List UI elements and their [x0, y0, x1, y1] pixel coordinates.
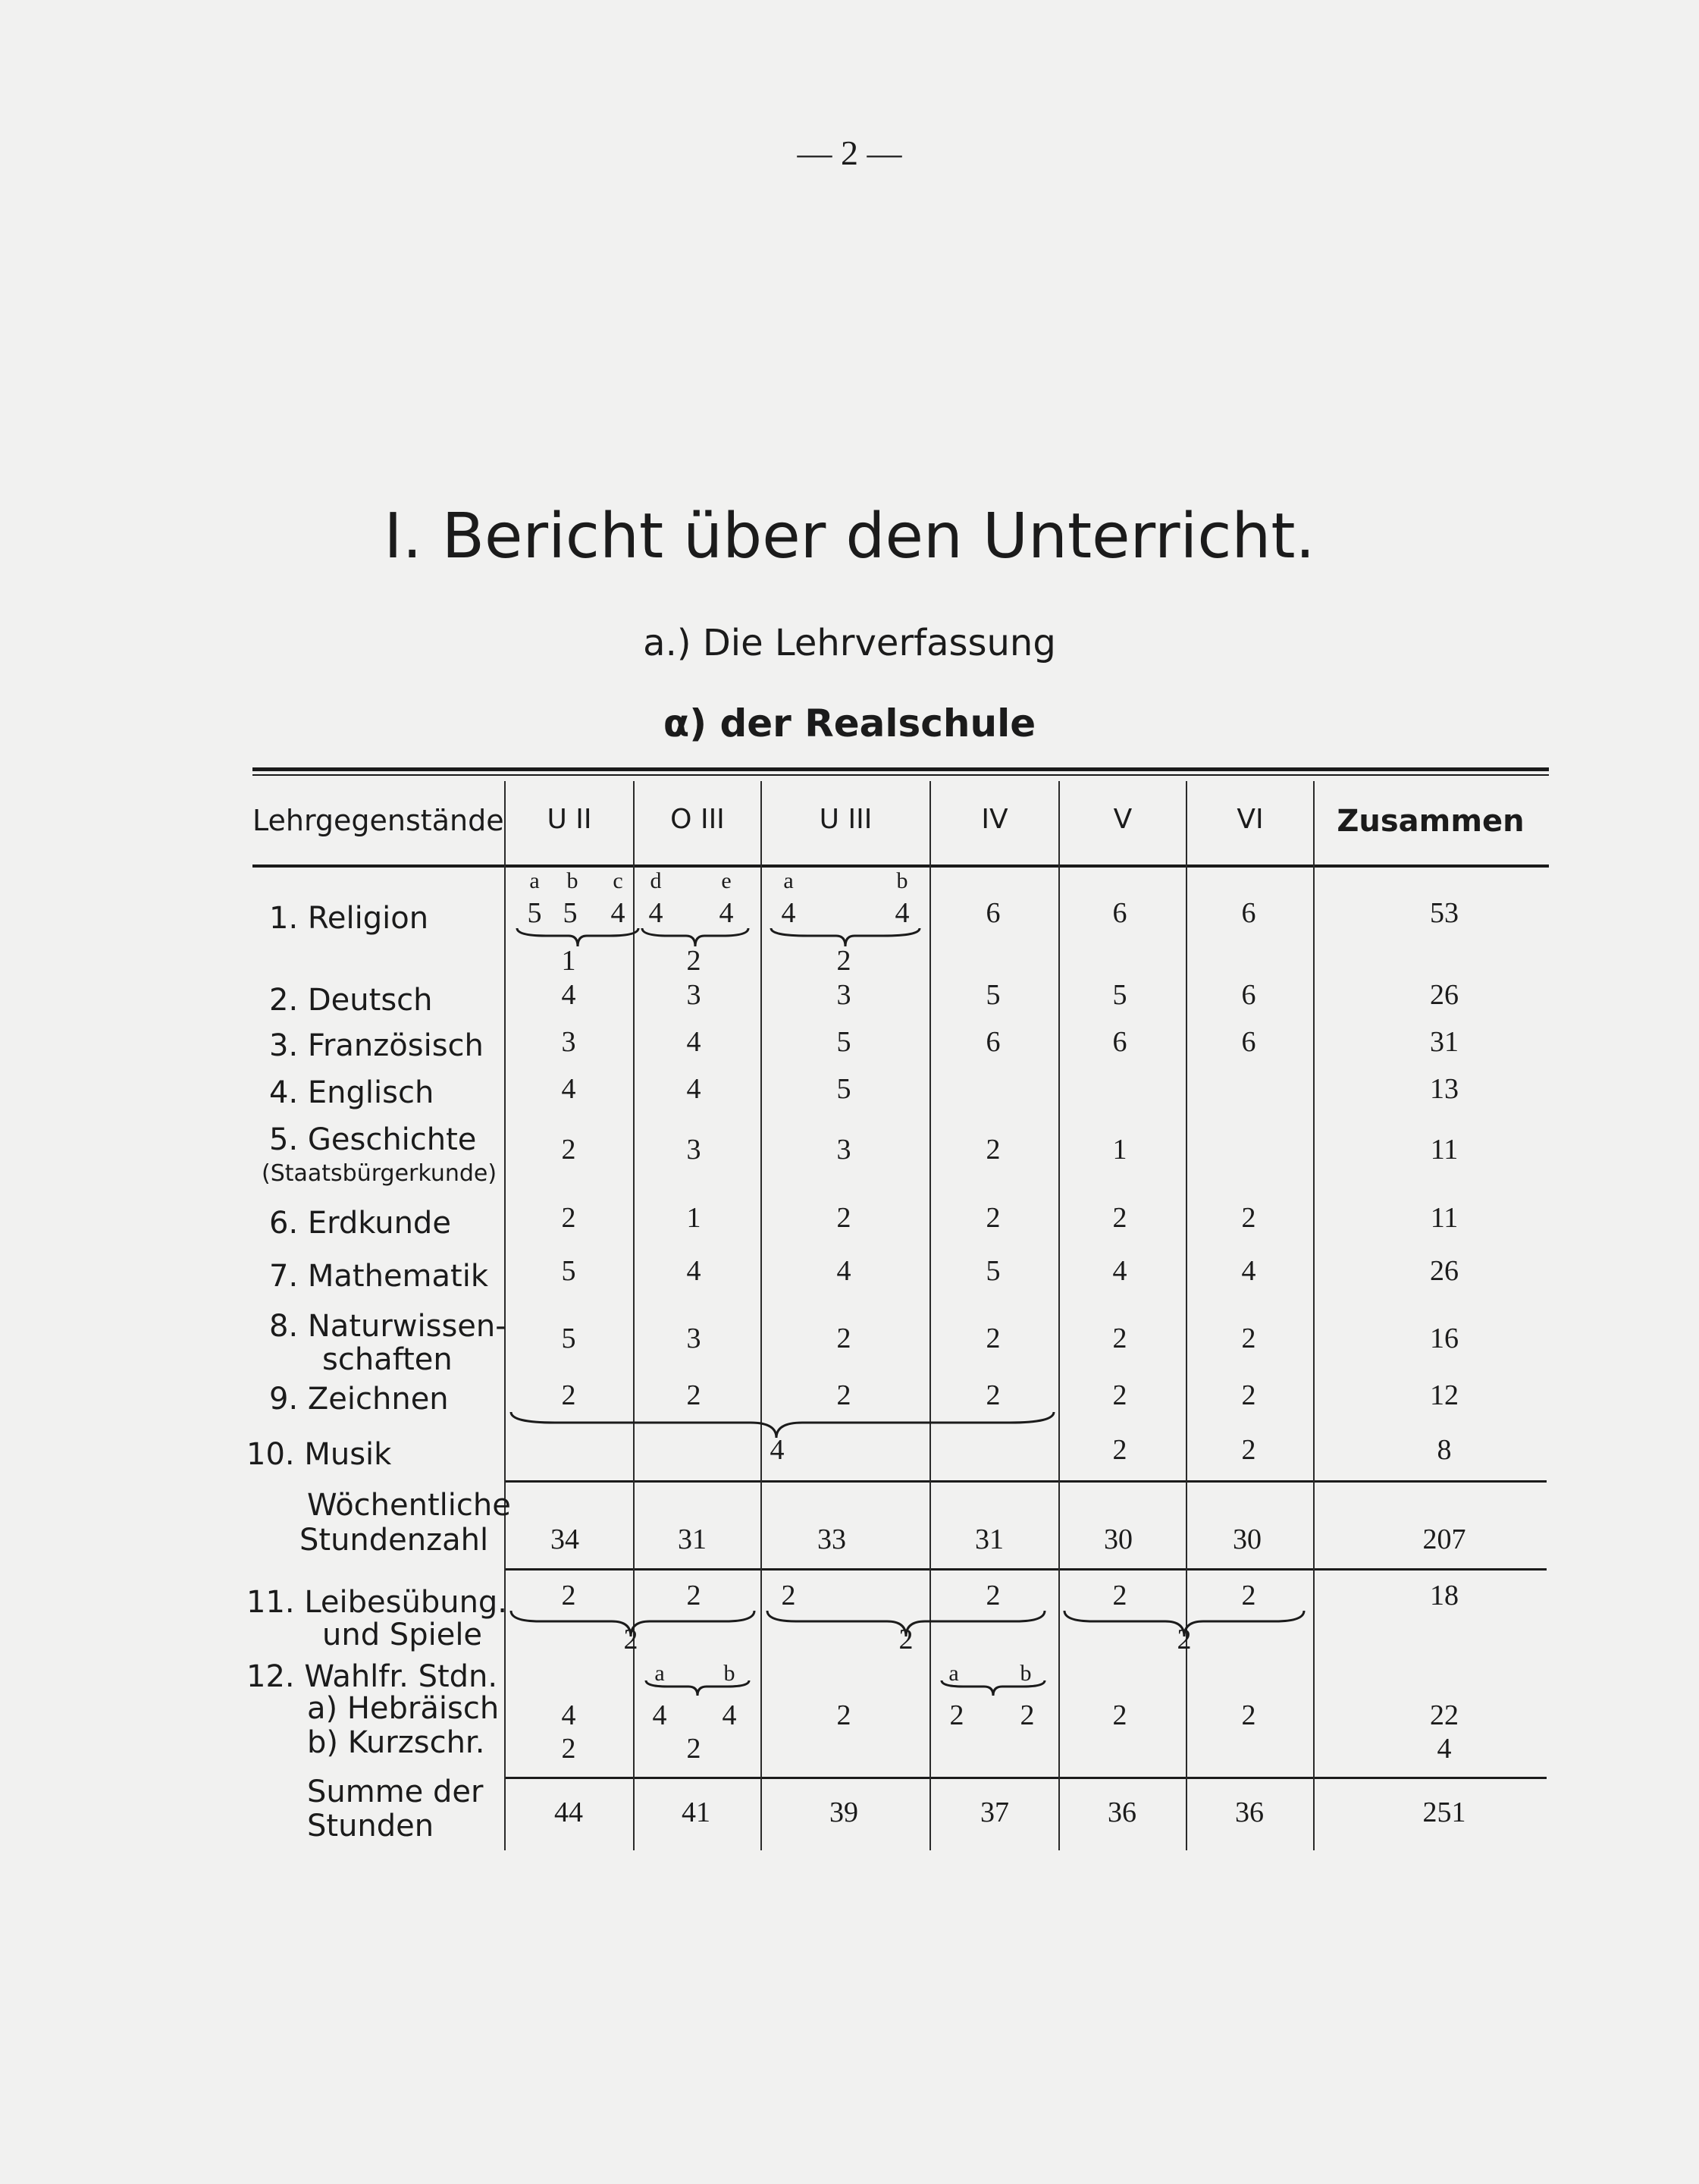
page-number: — 2 — [797, 133, 902, 172]
religion-letter: c [613, 868, 623, 893]
musik-value: 4 [770, 1434, 785, 1466]
erdkunde-value: 2 [836, 1202, 851, 1234]
franzoesisch-value: 6 [1112, 1026, 1127, 1058]
musik-value: 2 [1241, 1434, 1256, 1466]
naturwissenschaften-value: 5 [561, 1323, 576, 1354]
erdkunde-value: 2 [986, 1202, 1001, 1234]
naturwissenschaften-total: 16 [1430, 1323, 1459, 1354]
kurzschrift-total: 4 [1437, 1733, 1452, 1765]
englisch-value: 5 [836, 1073, 851, 1105]
hebraeisch-total: 22 [1430, 1699, 1459, 1731]
header-u3: U III [819, 804, 873, 835]
hebraeisch-value: 2 [1020, 1699, 1035, 1731]
naturwissenschaften-value: 2 [1241, 1323, 1256, 1354]
religion-value: 4 [895, 897, 910, 929]
weekly-value: 34 [550, 1523, 579, 1555]
weekly-label-2: Stundenzahl [299, 1523, 489, 1558]
sport-value: 2 [1112, 1580, 1127, 1611]
musik-total: 8 [1437, 1434, 1452, 1466]
hebraeisch-value: 2 [836, 1699, 851, 1731]
optional-brace [644, 1679, 751, 1697]
religion-letter: b [566, 868, 578, 893]
mathematik-value: 4 [836, 1255, 851, 1287]
religion-value: 4 [648, 897, 663, 929]
subject-zeichnen: 9. Zeichnen [269, 1382, 449, 1417]
deutsch-value: 3 [836, 979, 851, 1011]
erdkunde-value: 2 [1241, 1202, 1256, 1234]
mathematik-value: 5 [561, 1255, 576, 1287]
hebraeisch-value: 4 [561, 1699, 576, 1731]
weekly-total: 207 [1422, 1523, 1466, 1555]
column-separator [1186, 781, 1187, 1850]
franzoesisch-total: 31 [1430, 1026, 1459, 1058]
mathematik-value: 4 [1112, 1255, 1127, 1287]
mathematik-value: 5 [986, 1255, 1001, 1287]
sport-combined: 2 [1177, 1624, 1192, 1655]
mathematik-value: 4 [686, 1255, 701, 1287]
religion-total: 53 [1430, 897, 1459, 929]
geschichte-value: 2 [561, 1134, 576, 1166]
zeichnen-value: 2 [686, 1379, 701, 1411]
sport-value: 2 [1241, 1580, 1256, 1611]
hebraeisch-value: 2 [949, 1699, 964, 1731]
religion-letter: d [650, 868, 662, 893]
subject-geschichte: 5. Geschichte [269, 1122, 477, 1157]
englisch-value: 4 [561, 1073, 576, 1105]
religion-letter: a [783, 868, 794, 893]
sum-value: 44 [554, 1796, 583, 1828]
sum-value: 39 [829, 1796, 858, 1828]
subject-kurzschrift: b) Kurzschr. [307, 1725, 485, 1760]
table-top-rule [252, 767, 1549, 771]
column-separator [1313, 781, 1315, 1850]
sum-value: 37 [980, 1796, 1009, 1828]
deutsch-value: 3 [686, 979, 701, 1011]
header-vi: VI [1237, 804, 1264, 835]
header-subjects: Lehrgegenstände [252, 804, 504, 837]
subject-deutsch: 2. Deutsch [269, 983, 433, 1018]
geschichte-value: 1 [1112, 1134, 1127, 1166]
header-iv: IV [981, 804, 1008, 835]
subject-erdkunde: 6. Erdkunde [269, 1206, 451, 1241]
naturwissenschaften-value: 3 [686, 1323, 701, 1354]
subject-geschichte-sub: (Staatsbürgerkunde) [262, 1160, 497, 1187]
religion-combined: 2 [686, 945, 701, 977]
erdkunde-total: 11 [1430, 1202, 1459, 1234]
deutsch-value: 5 [986, 979, 1001, 1011]
franzoesisch-value: 3 [561, 1026, 576, 1058]
section-heading-a: a.) Die Lehrverfassung [643, 622, 1056, 664]
sum-value: 36 [1108, 1796, 1136, 1828]
zeichnen-value: 2 [836, 1379, 851, 1411]
optional-letter: a [654, 1661, 665, 1686]
header-total: Zusammen [1337, 804, 1525, 839]
musik-value: 2 [1112, 1434, 1127, 1466]
mathematik-total: 26 [1430, 1255, 1459, 1287]
zeichnen-total: 12 [1430, 1379, 1459, 1411]
subject-englisch: 4. Englisch [269, 1075, 434, 1110]
kurzschrift-value: 2 [561, 1733, 576, 1765]
sum-label-2: Stunden [307, 1809, 434, 1844]
subject-wahlfrei: 12. Wahlfr. Stdn. [246, 1659, 498, 1694]
religion-combined: 1 [561, 945, 576, 977]
hebraeisch-value: 4 [722, 1699, 737, 1731]
subject-musik: 10. Musik [246, 1437, 392, 1472]
section-heading-alpha: α) der Realschule [663, 701, 1036, 745]
weekly-value: 30 [1104, 1523, 1133, 1555]
naturwissenschaften-value: 2 [836, 1323, 851, 1354]
zeichnen-value: 2 [986, 1379, 1001, 1411]
englisch-total: 13 [1430, 1073, 1459, 1105]
sport-combined: 2 [898, 1624, 914, 1655]
sum-label-1: Summe der [307, 1774, 484, 1809]
religion-combined: 2 [836, 945, 851, 977]
erdkunde-value: 2 [561, 1202, 576, 1234]
zeichnen-value: 2 [1241, 1379, 1256, 1411]
religion-value: 4 [610, 897, 625, 929]
subject-franzoesisch: 3. Französisch [269, 1028, 484, 1063]
religion-letter: b [896, 868, 908, 893]
franzoesisch-value: 6 [1241, 1026, 1256, 1058]
sport-value: 2 [686, 1580, 701, 1611]
optional-letter: b [723, 1661, 735, 1686]
weekly-value: 31 [975, 1523, 1004, 1555]
subject-mathematik: 7. Mathematik [269, 1259, 488, 1294]
deutsch-value: 6 [1241, 979, 1256, 1011]
erdkunde-value: 1 [686, 1202, 701, 1234]
zeichnen-value: 2 [561, 1379, 576, 1411]
sum-top-rule [504, 1777, 1547, 1779]
deutsch-value: 5 [1112, 979, 1127, 1011]
bleed-through-text [751, 258, 774, 337]
religion-value: 5 [527, 897, 542, 929]
sport-value: 2 [986, 1580, 1001, 1611]
weekly-label-1: Wöchentliche [307, 1488, 511, 1523]
subject-naturwissenschaften-2: schaften [322, 1342, 453, 1377]
sum-value: 41 [682, 1796, 710, 1828]
subject-religion: 1. Religion [269, 901, 429, 936]
geschichte-total: 11 [1430, 1134, 1459, 1166]
religion-letter: e [721, 868, 732, 893]
hebraeisch-value: 2 [1241, 1699, 1256, 1731]
sport-combined: 2 [623, 1624, 638, 1655]
naturwissenschaften-value: 2 [986, 1323, 1001, 1354]
table-top-rule-thin [252, 774, 1549, 776]
weekly-bottom-rule [504, 1568, 1547, 1571]
sport-value: 2 [561, 1580, 576, 1611]
subject-leibesuebung-2: und Spiele [322, 1618, 483, 1652]
religion-letter: a [529, 868, 540, 893]
erdkunde-value: 2 [1112, 1202, 1127, 1234]
page-title: I. Bericht über den Unterricht. [384, 500, 1315, 573]
hebraeisch-value: 4 [652, 1699, 667, 1731]
naturwissenschaften-value: 2 [1112, 1323, 1127, 1354]
optional-brace [940, 1679, 1046, 1697]
franzoesisch-value: 6 [986, 1026, 1001, 1058]
mathematik-value: 4 [1241, 1255, 1256, 1287]
geschichte-value: 3 [836, 1134, 851, 1166]
header-bottom-rule [252, 864, 1549, 868]
column-separator [760, 781, 762, 1850]
religion-value: 6 [1112, 897, 1127, 929]
religion-value: 5 [563, 897, 578, 929]
kurzschrift-value: 2 [686, 1733, 701, 1765]
hebraeisch-value: 2 [1112, 1699, 1127, 1731]
sport-value: 2 [781, 1580, 796, 1611]
sum-value: 36 [1235, 1796, 1264, 1828]
franzoesisch-value: 4 [686, 1026, 701, 1058]
subject-naturwissenschaften: 8. Naturwissen- [269, 1309, 506, 1344]
religion-value: 6 [986, 897, 1001, 929]
geschichte-value: 3 [686, 1134, 701, 1166]
zeichnen-value: 2 [1112, 1379, 1127, 1411]
optional-letter: a [948, 1661, 959, 1686]
sport-total: 18 [1430, 1580, 1459, 1611]
weekly-value: 30 [1233, 1523, 1262, 1555]
subject-hebraeisch: a) Hebräisch [307, 1691, 500, 1726]
column-separator [929, 781, 931, 1850]
column-separator [1058, 781, 1060, 1850]
religion-value: 6 [1241, 897, 1256, 929]
sum-total: 251 [1422, 1796, 1466, 1828]
optional-letter: b [1020, 1661, 1032, 1686]
religion-value: 4 [781, 897, 796, 929]
geschichte-value: 2 [986, 1134, 1001, 1166]
header-u2: U II [547, 804, 592, 835]
header-v: V [1113, 804, 1133, 835]
header-o3: O III [670, 804, 725, 835]
religion-value: 4 [719, 897, 734, 929]
weekly-top-rule [504, 1480, 1547, 1483]
deutsch-total: 26 [1430, 979, 1459, 1011]
weekly-value: 31 [678, 1523, 707, 1555]
deutsch-value: 4 [561, 979, 576, 1011]
subject-leibesuebung: 11. Leibesübung. [246, 1585, 508, 1620]
englisch-value: 4 [686, 1073, 701, 1105]
franzoesisch-value: 5 [836, 1026, 851, 1058]
weekly-value: 33 [817, 1523, 846, 1555]
